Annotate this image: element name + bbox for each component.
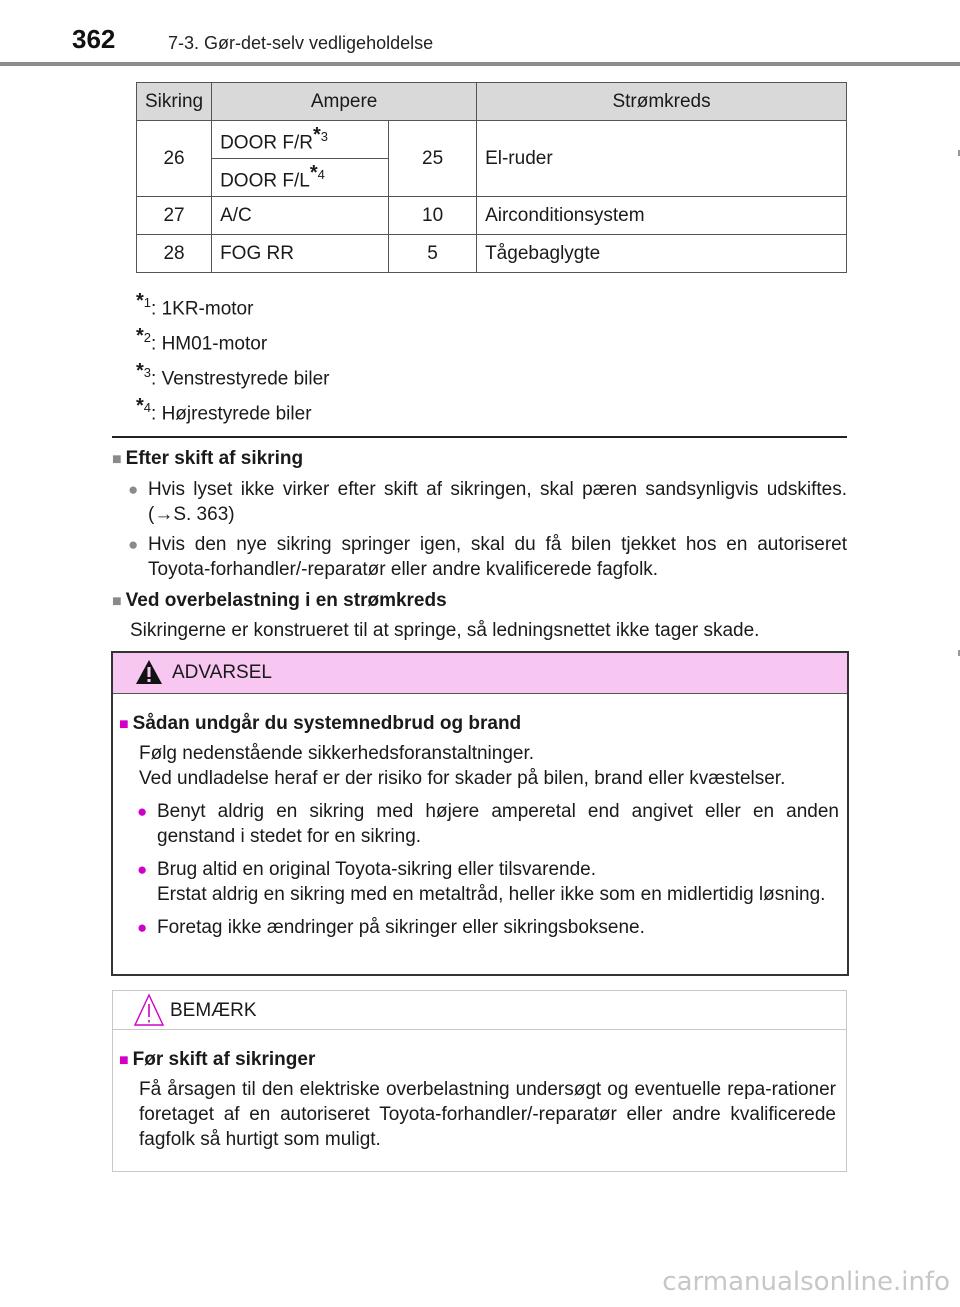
round-bullet-icon: ● bbox=[137, 860, 148, 879]
round-bullet-icon: ● bbox=[128, 535, 139, 554]
fuse-ampere: 25 bbox=[389, 121, 477, 197]
footnote: $^{*4}$: Højrestyrede biler bbox=[136, 395, 312, 425]
page-header bbox=[0, 0, 960, 66]
header-rule bbox=[0, 62, 960, 66]
section-heading: ■ Efter skift af sikring bbox=[112, 448, 304, 469]
table-row bbox=[137, 235, 847, 273]
paragraph: Ved undladelse heraf er der risiko for skader på bilen, brand eller kvæstelser. bbox=[139, 768, 786, 789]
round-bullet-icon: ● bbox=[137, 802, 148, 821]
round-bullet-icon: ● bbox=[128, 480, 139, 499]
paragraph: Følg nedenstående sikkerhedsforanstaltninger. bbox=[139, 743, 535, 764]
fuse-circuit: El-ruder bbox=[477, 121, 847, 197]
warning-heading: ■ Sådan undgår du systemnedbrud og brand bbox=[119, 713, 522, 734]
note-body bbox=[113, 1047, 846, 1152]
table-row bbox=[137, 197, 847, 235]
fuse-name: A/C bbox=[212, 197, 389, 235]
square-bullet-icon: ■ bbox=[112, 593, 122, 610]
page-number: 362 bbox=[72, 24, 116, 54]
list-item: ● Brug altid en original Toyota-sikring eller tilsvarende. Erstat aldrig en sikring med en metaltråd, heller ikke som en midlertidig løsning. bbox=[137, 859, 826, 905]
warning-triangle-icon bbox=[135, 658, 163, 686]
column-header-fuse: Sikring bbox=[137, 83, 212, 121]
fuse-number: 28 bbox=[137, 235, 212, 273]
column-header-circuit: Strømkreds bbox=[477, 83, 847, 121]
footnotes bbox=[136, 284, 330, 424]
footnote: $^{*3}$: Venstrestyrede biler bbox=[136, 360, 330, 390]
warning-header bbox=[113, 653, 847, 694]
fuse-name: FOG RR bbox=[212, 235, 389, 273]
square-bullet-icon: ■ bbox=[119, 1052, 129, 1069]
fuse-number: 26 bbox=[137, 121, 212, 197]
square-bullet-icon: ■ bbox=[119, 716, 129, 733]
note-header bbox=[113, 991, 846, 1030]
table-header-row bbox=[137, 83, 847, 121]
note-label: BEMÆRK bbox=[170, 1000, 257, 1021]
fuse-ampere: 10 bbox=[389, 197, 477, 235]
paragraph: Sikringerne er konstrueret til at springe, så ledningsnettet ikke tager skade. bbox=[130, 620, 760, 641]
list-item: ● Hvis den nye sikring springer igen, skal du få bilen tjekket hos en autoriseret Toyota-forhandler/-reparatør eller andre kvalificerede fagfolk. bbox=[128, 534, 847, 580]
paragraph: Få årsagen til den elektriske overbelastning undersøgt og eventuelle repa-rationer foretaget af en autoriseret Toyota-forhandler/-reparatør eller andre kvalificerede fagfolk så hurtigt som muligt. bbox=[139, 1079, 836, 1150]
note-heading: ■ Før skift af sikringer bbox=[119, 1049, 316, 1070]
footnote: $^{*2}$: HM01-motor bbox=[136, 325, 268, 355]
section-title: 7-3. Gør-det-selv vedligeholdelse bbox=[168, 33, 434, 53]
list-item: ● Benyt aldrig en sikring med højere amperetal end angivet eller en anden genstand i stedet for en sikring. bbox=[137, 801, 839, 847]
column-header-ampere: Ampere bbox=[212, 83, 477, 121]
list-item: ● Hvis lyset ikke virker efter skift af sikringen, skal pæren sandsynligvis udskiftes. (→S. 363) bbox=[128, 479, 847, 525]
section-divider bbox=[112, 436, 847, 438]
section-heading: ■ Ved overbelastning i en strømkreds bbox=[112, 590, 447, 611]
fuse-circuit: Airconditionsystem bbox=[477, 197, 847, 235]
warning-label: ADVARSEL bbox=[172, 662, 272, 683]
watermark: carmanualsonline.info bbox=[662, 1267, 950, 1297]
square-bullet-icon: ■ bbox=[112, 451, 122, 468]
table-row bbox=[137, 121, 847, 159]
fuse-name: DOOR $F/R^{*3}$ bbox=[212, 121, 389, 159]
list-item: ● Foretag ikke ændringer på sikringer eller sikringsboksene. bbox=[137, 917, 645, 938]
footnote: $^{*1}$: 1KR-motor bbox=[136, 290, 254, 320]
fuse-table bbox=[136, 82, 847, 273]
warning-body bbox=[113, 711, 847, 940]
caution-outline-icon bbox=[133, 993, 165, 1027]
fuse-circuit: Tågebaglygte bbox=[477, 235, 847, 273]
fuse-ampere: 5 bbox=[389, 235, 477, 273]
fuse-name: DOOR $F/L^{*4}$ bbox=[212, 159, 389, 197]
note-box bbox=[112, 990, 847, 1172]
warning-box bbox=[111, 651, 849, 976]
after-replace-section bbox=[112, 446, 847, 643]
round-bullet-icon: ● bbox=[137, 918, 148, 937]
fuse-number: 27 bbox=[137, 197, 212, 235]
